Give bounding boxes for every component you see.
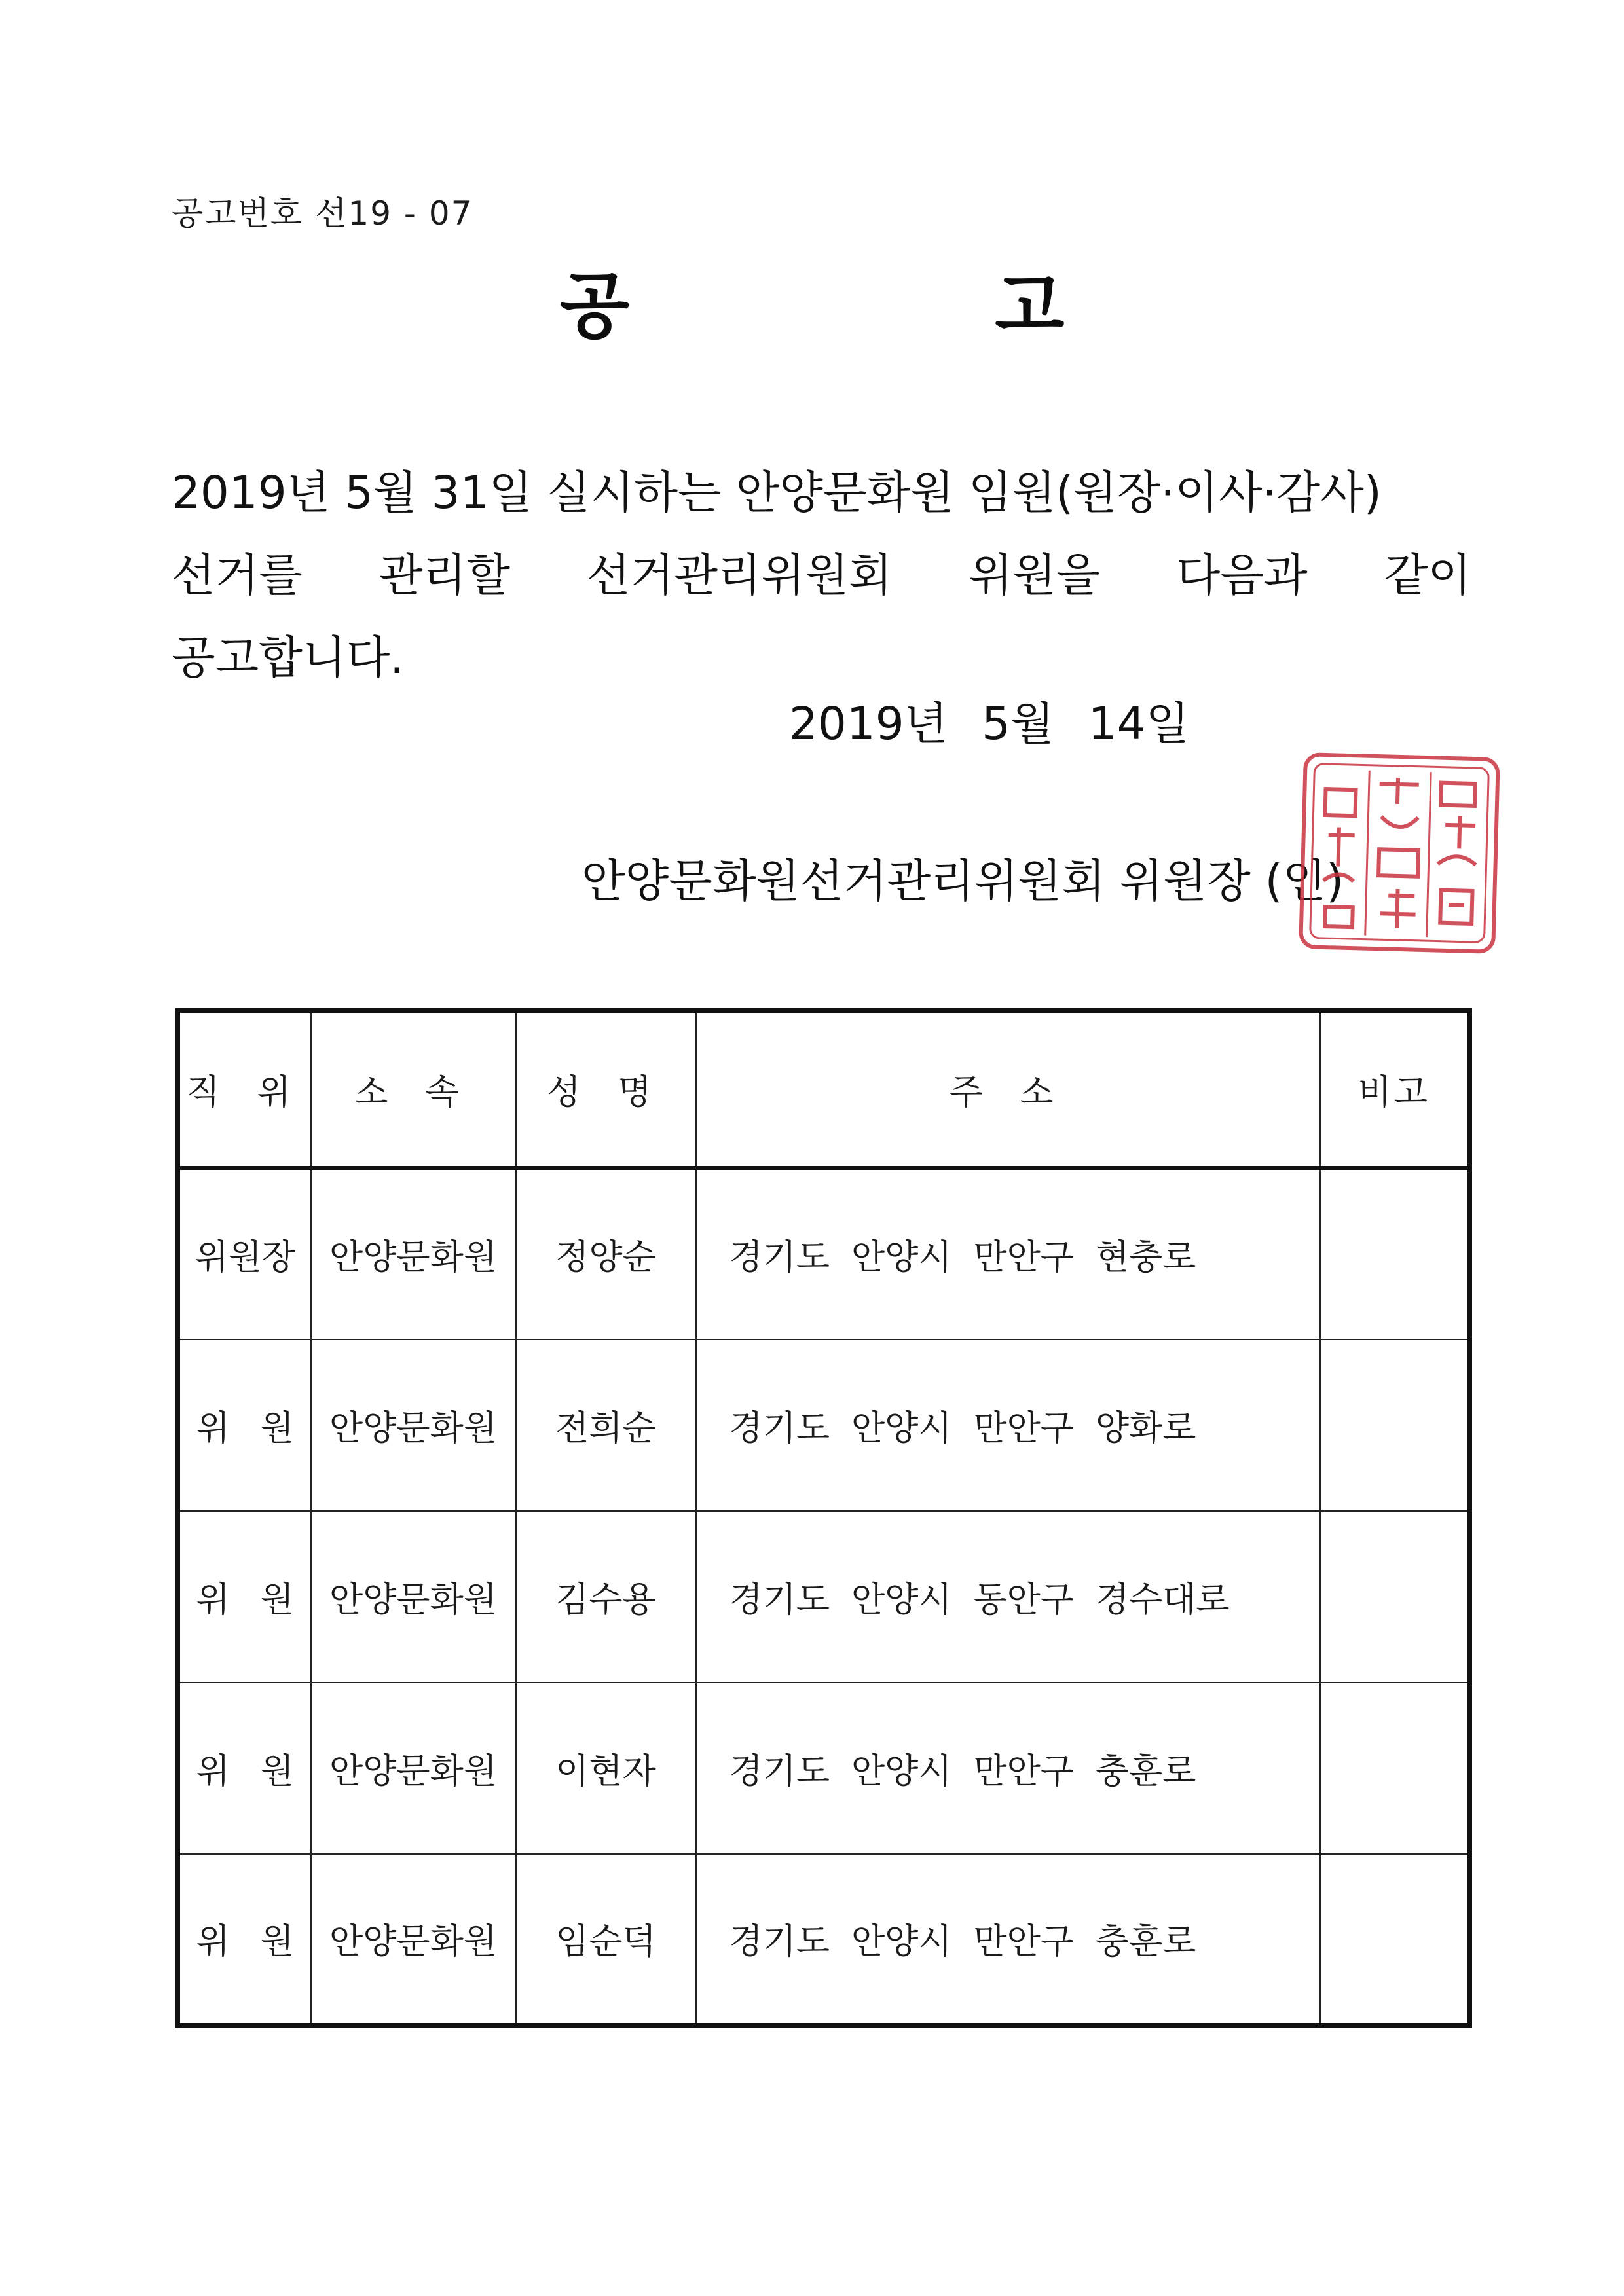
body-word: 선거를 <box>172 549 303 602</box>
table-row <box>178 1168 1470 1339</box>
official-seal-icon <box>1295 749 1504 957</box>
header-address: 주 소 <box>696 1011 1320 1168</box>
body-word: 위원을 <box>969 549 1100 602</box>
table-row <box>178 1683 1470 1854</box>
cell-remarks <box>1320 1168 1470 1339</box>
cell-address: 경기도 안양시 만안구 충훈로 <box>696 1683 1320 1854</box>
notice-body-line-1: 2019년 5월 31일 실시하는 안양문화원 임원(원장·이사·감사) <box>172 467 1382 519</box>
body-word: 선거관리위원회 <box>587 549 893 602</box>
cell-remarks <box>1320 1854 1470 2026</box>
body-word: 다음과 <box>1176 549 1308 602</box>
header-name: 성 명 <box>516 1011 696 1168</box>
notice-number: 공고번호 선19 - 07 <box>172 194 473 232</box>
header-affiliation: 소 속 <box>311 1011 516 1168</box>
cell-position: 위 원 <box>178 1511 311 1683</box>
cell-address: 경기도 안양시 만안구 양화로 <box>696 1339 1320 1511</box>
cell-address: 경기도 안양시 동안구 경수대로 <box>696 1511 1320 1683</box>
cell-position: 위 원 <box>178 1683 311 1854</box>
cell-affiliation: 안양문화원 <box>311 1339 516 1511</box>
cell-position: 위원장 <box>178 1168 311 1339</box>
notice-body-line-3: 공고합니다. <box>172 632 405 684</box>
cell-affiliation: 안양문화원 <box>311 1854 516 2026</box>
cell-position: 위 원 <box>178 1339 311 1511</box>
issuer-signature: 안양문화원선거관리위원회 위원장 (인) <box>581 855 1344 907</box>
table-row <box>178 1854 1470 2026</box>
cell-affiliation: 안양문화원 <box>311 1168 516 1339</box>
table-row <box>178 1339 1470 1511</box>
notice-body <box>172 452 1471 699</box>
header-position: 직 위 <box>178 1011 311 1168</box>
cell-remarks <box>1320 1511 1470 1683</box>
body-word: 관리할 <box>379 549 510 602</box>
notice-date: 2019년 5월 14일 <box>789 698 1190 750</box>
cell-remarks <box>1320 1683 1470 1854</box>
cell-position: 위 원 <box>178 1854 311 2026</box>
cell-name: 김수용 <box>516 1511 696 1683</box>
cell-address: 경기도 안양시 만안구 현충로 <box>696 1168 1320 1339</box>
cell-name: 전희순 <box>516 1339 696 1511</box>
cell-address: 경기도 안양시 만안구 충훈로 <box>696 1854 1320 2026</box>
cell-affiliation: 안양문화원 <box>311 1683 516 1854</box>
body-word: 같이 <box>1384 549 1471 602</box>
header-remarks: 비고 <box>1320 1011 1470 1168</box>
cell-remarks <box>1320 1339 1470 1511</box>
cell-name: 임순덕 <box>516 1854 696 2026</box>
table-row <box>178 1511 1470 1683</box>
notice-body-line-2 <box>172 534 1471 617</box>
committee-members-table <box>175 1008 1472 2028</box>
table-header-row <box>178 1011 1470 1168</box>
cell-affiliation: 안양문화원 <box>311 1511 516 1683</box>
cell-name: 이현자 <box>516 1683 696 1854</box>
page-title: 공 고 <box>559 264 1235 348</box>
cell-name: 정양순 <box>516 1168 696 1339</box>
